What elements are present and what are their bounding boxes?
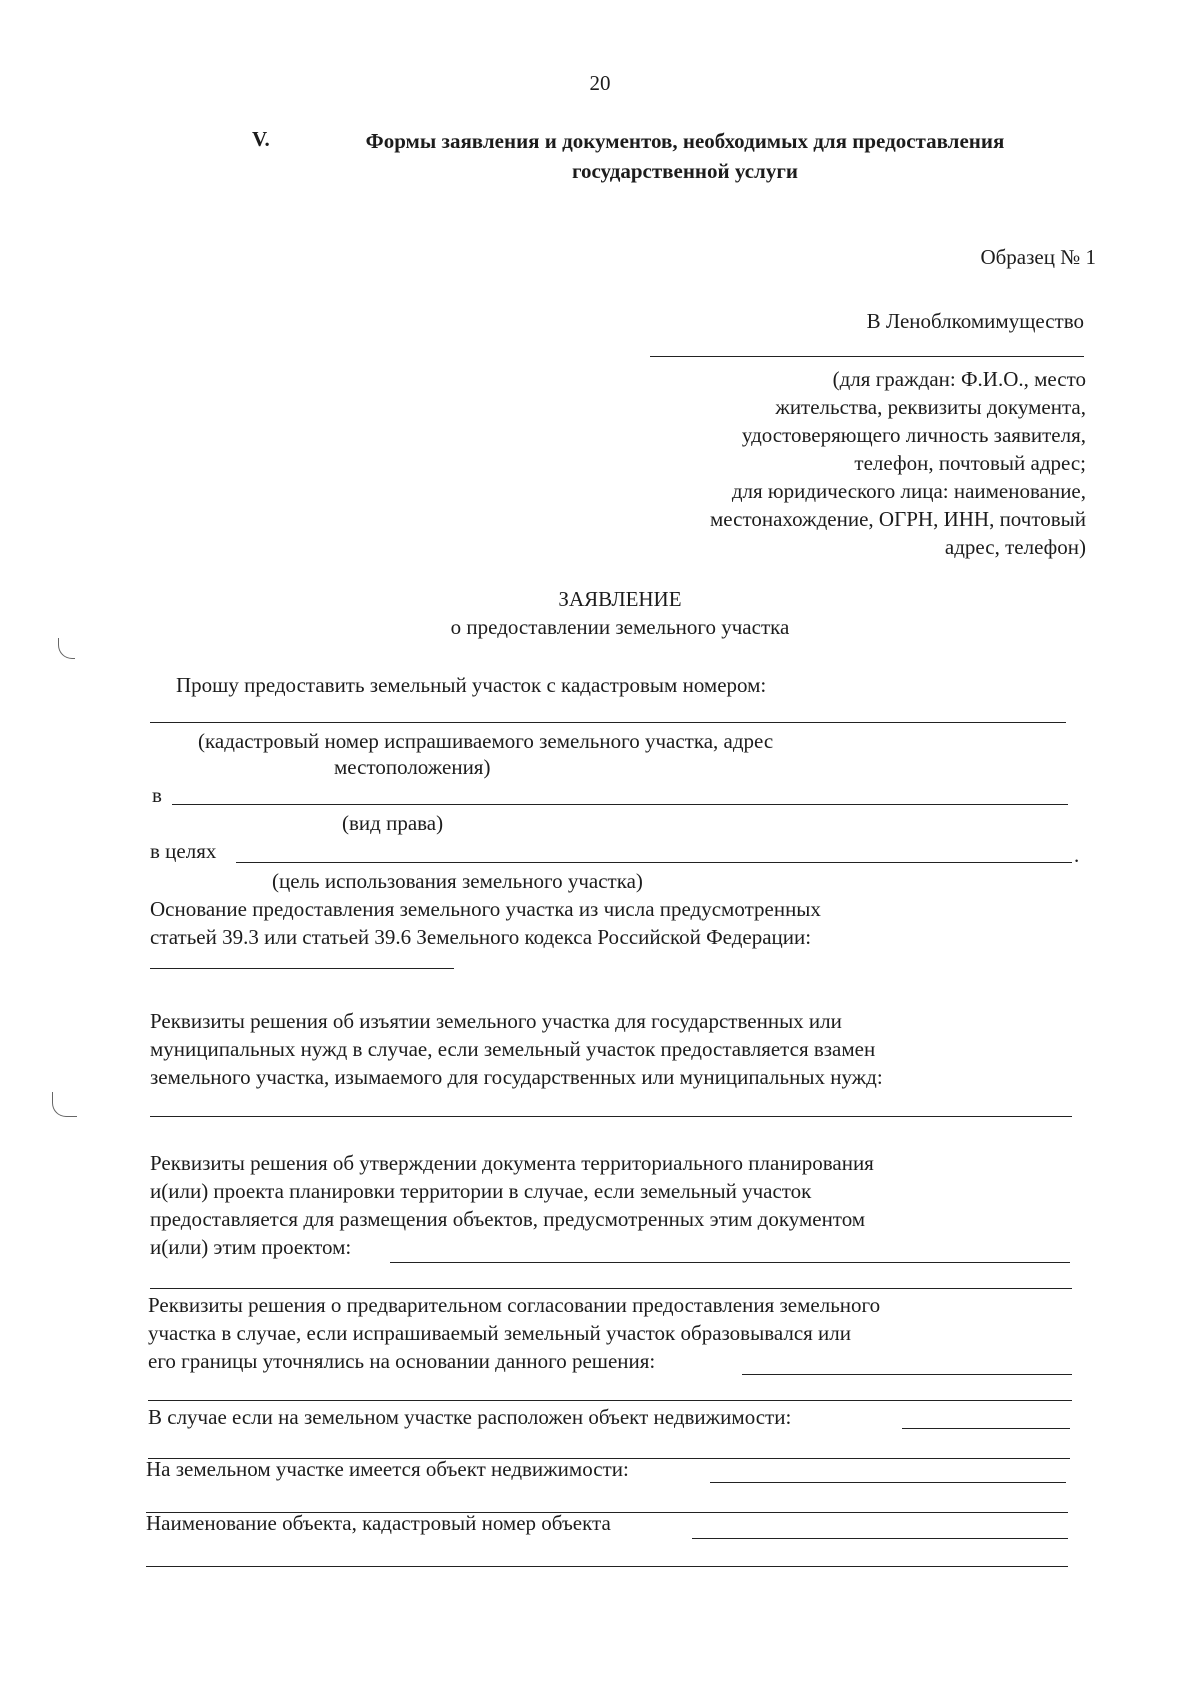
section-title-line1: Формы заявления и документов, необходимых для предоставления bbox=[365, 129, 1005, 153]
basis-text-1: Основание предоставления земельного участка из числа предусмотренных bbox=[150, 897, 821, 921]
prelim-text-3: его границы уточнялись на основании данного решения: bbox=[148, 1349, 656, 1373]
right-hint: (вид права) bbox=[342, 811, 444, 835]
basis-field[interactable] bbox=[150, 968, 454, 969]
planning-text-3: предоставляется для размещения объектов, предусмотренных этим документом bbox=[150, 1207, 866, 1231]
seizure-text-1: Реквизиты решения об изъятии земельного участка для государственных или bbox=[150, 1009, 842, 1033]
section-number: V. bbox=[252, 127, 270, 151]
prelim-field-2[interactable] bbox=[148, 1400, 1072, 1401]
cadastral-number-field[interactable] bbox=[150, 722, 1066, 723]
form-title: ЗАЯВЛЕНИЕ bbox=[558, 587, 682, 611]
scan-mark-top bbox=[58, 638, 75, 659]
prelim-text-2: участка в случае, если испрашиваемый земельный участок образовывался или bbox=[148, 1321, 852, 1345]
object-name-text: Наименование объекта, кадастровый номер объекта bbox=[146, 1511, 611, 1535]
planning-text-4: и(или) этим проектом: bbox=[150, 1235, 352, 1259]
basis-text-2: статьей 39.3 или статьей 39.6 Земельного кодекса Российской Федерации: bbox=[150, 925, 812, 949]
purpose-end: . bbox=[1074, 843, 1080, 867]
scan-mark-bottom bbox=[52, 1092, 77, 1117]
cadastral-hint-1: (кадастровый номер испрашиваемого земельного участка, адрес bbox=[198, 729, 774, 753]
recipient-hint-4: телефон, почтовый адрес; bbox=[854, 451, 1086, 475]
page-number: 20 bbox=[589, 71, 611, 95]
right-type-field[interactable] bbox=[172, 804, 1068, 805]
sample-label: Образец № 1 bbox=[980, 245, 1096, 269]
realty-located-text: В случае если на земельном участке расположен объект недвижимости: bbox=[148, 1405, 792, 1429]
realty-located-field[interactable] bbox=[902, 1428, 1070, 1429]
planning-text-1: Реквизиты решения об утверждении документа территориального планирования bbox=[150, 1151, 874, 1175]
section-title-line2: государственной услуги bbox=[572, 159, 798, 183]
right-prefix: в bbox=[152, 783, 162, 807]
planning-field-1[interactable] bbox=[390, 1262, 1070, 1263]
recipient-hint-6: местонахождение, ОГРН, ИНН, почтовый bbox=[710, 507, 1086, 531]
object-name-field[interactable] bbox=[692, 1538, 1068, 1539]
recipient-hint-5: для юридического лица: наименование, bbox=[731, 479, 1086, 503]
seizure-field[interactable] bbox=[150, 1116, 1072, 1117]
prelim-text-1: Реквизиты решения о предварительном согласовании предоставления земельного bbox=[148, 1293, 881, 1317]
object-name-field-2[interactable] bbox=[146, 1566, 1068, 1567]
recipient-line bbox=[650, 356, 1084, 357]
recipient-hint-2: жительства, реквизиты документа, bbox=[775, 395, 1086, 419]
recipient-to: В Леноблкомимущество bbox=[866, 309, 1084, 333]
realty-exists-field[interactable] bbox=[710, 1482, 1066, 1483]
recipient-hint-1: (для граждан: Ф.И.О., место bbox=[832, 367, 1086, 391]
prelim-field-1[interactable] bbox=[742, 1374, 1072, 1375]
purpose-hint: (цель использования земельного участка) bbox=[272, 869, 643, 893]
planning-text-2: и(или) проекта планировки территории в случае, если земельный участок bbox=[150, 1179, 812, 1203]
recipient-hint-3: удостоверяющего личность заявителя, bbox=[741, 423, 1086, 447]
cadastral-hint-2: местоположения) bbox=[334, 755, 491, 779]
seizure-text-2: муниципальных нужд в случае, если земельный участок предоставляется взамен bbox=[150, 1037, 876, 1061]
realty-exists-text: На земельном участке имеется объект недвижимости: bbox=[146, 1457, 629, 1481]
form-subtitle: о предоставлении земельного участка bbox=[450, 615, 790, 639]
purpose-field[interactable] bbox=[236, 862, 1072, 863]
recipient-hint-7: адрес, телефон) bbox=[944, 535, 1086, 559]
request-text: Прошу предоставить земельный участок с кадастровым номером: bbox=[176, 673, 767, 697]
planning-field-2[interactable] bbox=[150, 1288, 1072, 1289]
seizure-text-3: земельного участка, изымаемого для государственных или муниципальных нужд: bbox=[150, 1065, 883, 1089]
purpose-prefix: в целях bbox=[150, 839, 217, 863]
